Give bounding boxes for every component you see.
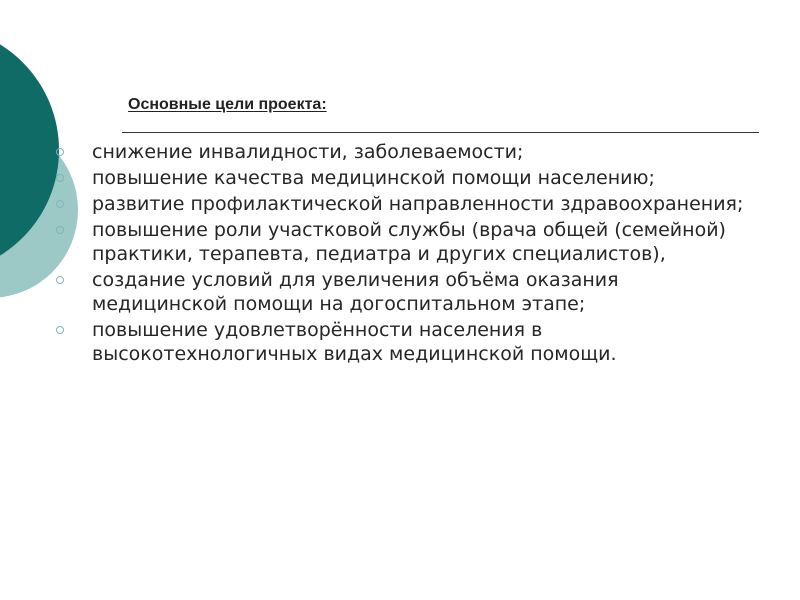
list-item-continuation: высокотехнологичных видах медицинской помощи. [92,343,617,365]
goals-list [52,140,762,368]
list-item-text: повышение роли участковой службы (врача общей (семейной) практики, терапевта, педиатра и других специалистов), [92,219,726,265]
list-item-text: повышение качества медицинской помощи населению; [92,167,655,189]
list-item-text: снижение инвалидности, заболеваемости; [92,141,524,163]
list-item [52,166,762,190]
bullet-circle-icon [56,226,64,234]
list-item [52,268,762,316]
list-item-continuation: медицинской помощи на догоспитальном этапе; [92,293,586,315]
bullet-circle-icon [56,276,64,284]
bullet-circle-icon [56,148,64,156]
bullet-circle-icon [56,200,64,208]
list-item-text: создание условий для увеличения объёма оказания [92,269,619,291]
list-item [52,192,762,216]
list-item-text: повышение удовлетворённости населения в [92,319,543,341]
slide-title: Основные цели проекта: [128,96,327,113]
list-item [52,218,762,266]
bullet-circle-icon [56,174,64,182]
bullet-circle-icon [56,326,64,334]
list-item [52,140,762,164]
list-item-text: развитие профилактической направленности здравоохранения; [92,193,744,215]
list-item [52,318,762,366]
title-divider [122,132,759,133]
